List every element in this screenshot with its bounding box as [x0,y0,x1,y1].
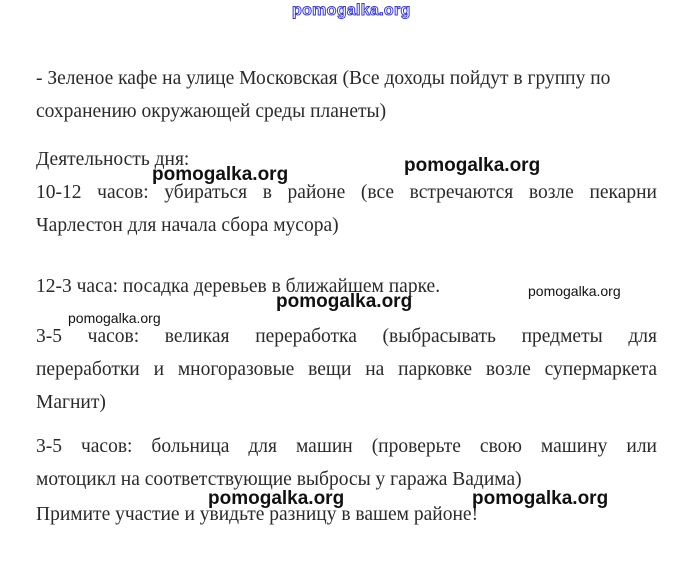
text-line: - Зеленое кафе на улице Московская (Все доходы пойдут в группу по [36,68,611,89]
watermark: pomogalka.org [276,291,413,312]
text-line: 12-3 часа: посадка деревьев в ближайшем парке. [36,276,441,297]
watermark: pomogalka.org [208,488,345,509]
watermark: pomogalka.org [68,310,161,326]
paragraph-cafe [36,62,657,128]
text-line: мотоцикл на соответствующие выбросы у гаража Вадима) [36,469,522,490]
text-line: 3-5 часов: великая переработка (выбрасывать предметы для [36,326,657,347]
paragraph-recycling [36,320,657,419]
text-line: Магнит) [36,392,106,413]
watermark: pomogalka.org [472,488,609,509]
text-line: сохранению окружающей среды планеты) [36,101,387,122]
text-line: переработки и многоразовые вещи на парковке возле супермаркета [36,359,657,380]
watermark: pomogalka.org [404,155,541,176]
paragraph-car-hospital [36,430,657,531]
watermark: pomogalka.org [152,164,289,185]
paragraph-activities [36,143,657,242]
text-line: 10-12 часов: убираться в районе (все встречаются возле пекарни [36,182,657,203]
text-line: 3-5 часов: больница для машин (проверьте свою машину или [36,436,657,457]
text-line: Чарлестон для начала сбора мусора) [36,215,339,236]
text-line: Примите участие и увидьте разницу в вашем районе! [36,504,479,525]
text-line: Деятельность дня: [36,149,190,170]
watermark: pomogalka.org [528,283,621,299]
watermark-top: pomogalka.org [292,2,411,19]
